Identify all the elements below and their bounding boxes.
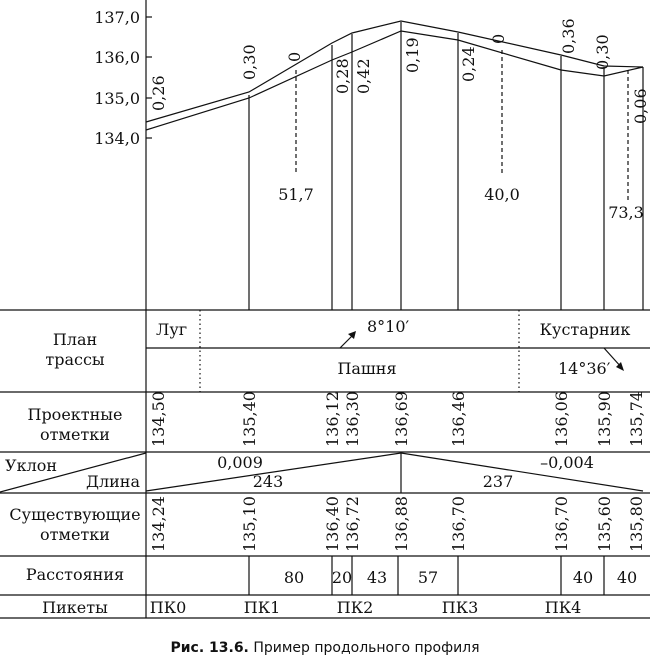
- existing-mark: 135,80: [627, 496, 646, 552]
- row-label-plan: План трассы: [45, 330, 105, 369]
- design-mark: 134,50: [149, 391, 168, 447]
- existing-mark: 134,24: [149, 496, 168, 552]
- turn-angle-1: 8°10′: [367, 317, 410, 336]
- design-mark: 136,30: [343, 391, 362, 447]
- distance-value: 80: [283, 568, 305, 587]
- row-label-design: Проектные отметки: [27, 405, 123, 444]
- distance-value: 43: [366, 568, 388, 587]
- design-mark: 135,74: [627, 391, 646, 447]
- existing-mark: 136,70: [449, 496, 468, 552]
- existing-mark: 136,70: [552, 496, 571, 552]
- distance-value: 57: [417, 568, 439, 587]
- working-height: 0,42: [354, 58, 373, 94]
- design-mark: 136,12: [323, 391, 342, 447]
- design-mark: 135,90: [595, 391, 614, 447]
- figure-caption: [170, 640, 479, 656]
- length-left: 243: [252, 472, 284, 491]
- y-tick-label: 134,0: [94, 129, 140, 148]
- row-label-length: Длина: [85, 472, 140, 491]
- distance-value: 40: [616, 568, 638, 587]
- picket-label: ПК4: [544, 598, 582, 617]
- working-height: 0,06: [631, 88, 650, 124]
- picket-label: ПК1: [243, 598, 281, 617]
- picket-label: ПК0: [149, 598, 187, 617]
- working-height: 0: [285, 51, 304, 62]
- profile-table: [0, 310, 650, 618]
- distance-value: 20: [331, 568, 353, 587]
- row-label-slope: Уклон: [5, 456, 58, 475]
- caption-text: Пример продольного профиля: [253, 640, 480, 656]
- y-tick-label: 136,0: [94, 48, 140, 67]
- working-height: 0,19: [403, 37, 422, 73]
- existing-mark: 136,40: [323, 496, 342, 552]
- working-height: 0,28: [333, 58, 352, 94]
- working-height: 0,30: [240, 44, 259, 80]
- working-height: 0: [489, 33, 508, 44]
- slope-line-down: [401, 453, 643, 491]
- zero-point-distance: 51,7: [278, 185, 314, 204]
- existing-marks: [149, 496, 646, 552]
- design-mark: 136,69: [392, 391, 411, 447]
- existing-mark: 136,72: [343, 496, 362, 552]
- existing-mark: 135,10: [240, 496, 259, 552]
- y-tick-label: 135,0: [94, 89, 140, 108]
- slope-left: 0,009: [217, 453, 263, 472]
- working-height: 0,36: [559, 18, 578, 54]
- working-height: 0,26: [149, 75, 168, 111]
- turn-angle-2: 14°36′: [558, 359, 611, 378]
- picket-label: ПК2: [336, 598, 374, 617]
- design-marks: [149, 391, 646, 447]
- row-label-distances: Расстояния: [25, 565, 125, 584]
- row-label-pickets: Пикеты: [42, 598, 108, 617]
- working-height: 0,30: [593, 34, 612, 70]
- zero-point-distance: 40,0: [484, 185, 520, 204]
- design-mark: 136,06: [552, 391, 571, 447]
- distance-value: 40: [572, 568, 594, 587]
- slope-right: –0,004: [540, 453, 594, 472]
- design-mark: 135,40: [240, 391, 259, 447]
- land-arable: Пашня: [337, 359, 397, 378]
- design-mark: 136,46: [449, 391, 468, 447]
- existing-mark: 136,88: [392, 496, 411, 552]
- existing-mark: 135,60: [595, 496, 614, 552]
- land-shrub: Кустарник: [539, 320, 631, 339]
- zero-point-distance: 73,3: [608, 203, 644, 222]
- length-right: 237: [482, 472, 514, 491]
- y-tick-label: 137,0: [94, 8, 140, 27]
- arrow-head-icon: [348, 331, 356, 339]
- land-meadow: Луг: [156, 320, 188, 339]
- row-label-existing: Существующие отметки: [9, 505, 141, 544]
- picket-label: ПК3: [441, 598, 479, 617]
- caption-number: Рис. 13.6.: [170, 640, 249, 656]
- working-height: 0,24: [459, 46, 478, 82]
